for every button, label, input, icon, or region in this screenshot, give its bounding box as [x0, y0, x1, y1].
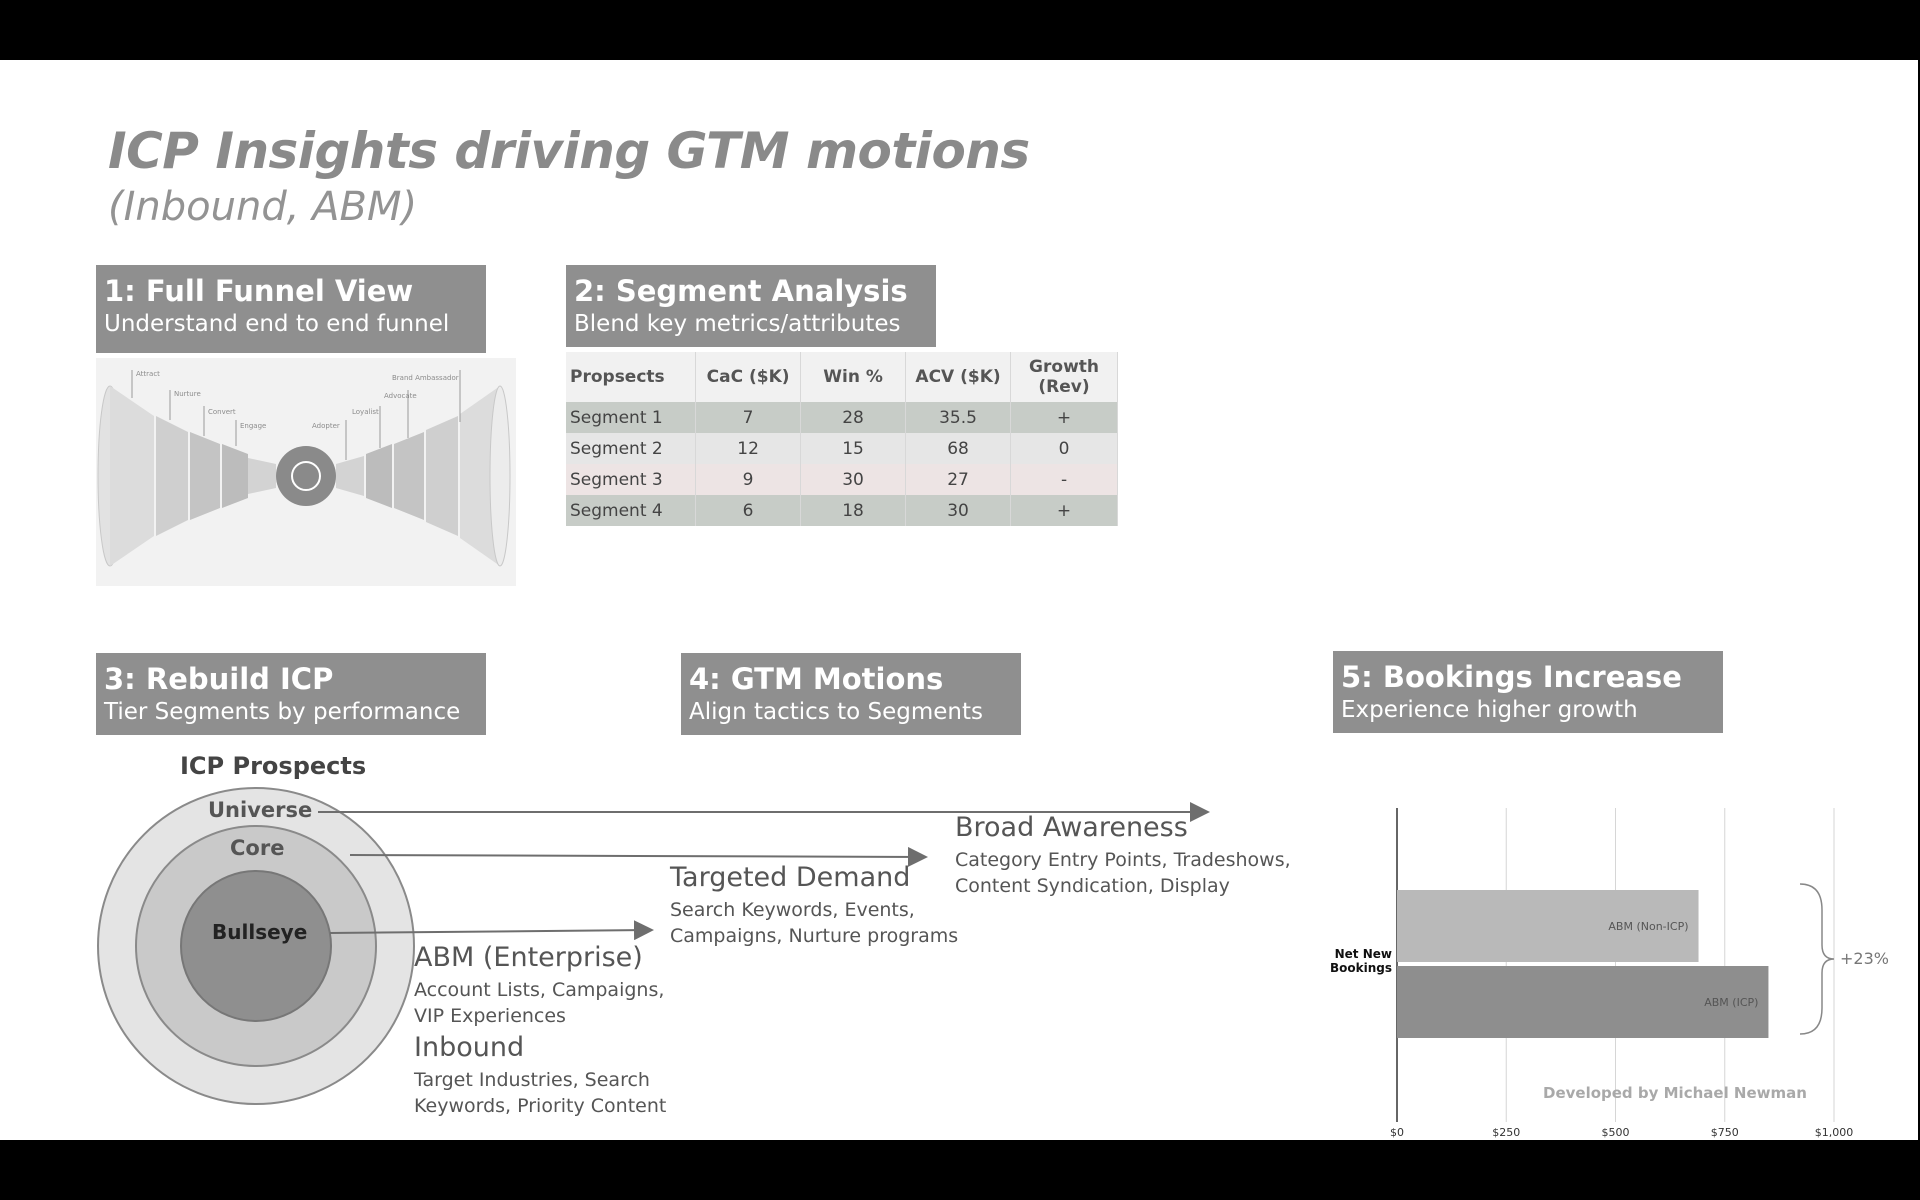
growth-annotation: +23%	[1840, 949, 1889, 968]
panel4-heading: 4: GTM Motions	[689, 662, 944, 696]
tactic-inbound-line1: Target Industries, Search	[414, 1069, 650, 1091]
cell: 68	[906, 433, 1011, 464]
col-win: Win %	[801, 352, 906, 402]
arrow-core	[350, 855, 926, 857]
cell: 12	[696, 433, 801, 464]
tactic-targeted-line1: Search Keywords, Events,	[670, 899, 915, 921]
ring-core: Core	[230, 836, 285, 860]
panel3-subheading: Tier Segments by performance	[104, 699, 461, 725]
cell: 35.5	[906, 402, 1011, 433]
x-tick-label: $500	[1601, 1126, 1630, 1139]
stage-attract: Attract	[136, 370, 160, 378]
panel1-heading: 1: Full Funnel View	[104, 274, 414, 308]
page-subtitle: (Inbound, ABM)	[108, 184, 418, 230]
category-label: Net New	[1334, 947, 1392, 961]
panel2-subheading: Blend key metrics/attributes	[574, 311, 901, 337]
panel2-heading: 2: Segment Analysis	[574, 274, 908, 308]
bar-label: ABM (ICP)	[1704, 996, 1759, 1009]
tactic-broad-line2: Content Syndication, Display	[955, 875, 1230, 897]
cell: +	[1011, 402, 1118, 433]
tactic-targeted-desc	[670, 897, 958, 949]
slide	[0, 60, 1918, 1140]
panel4-header	[681, 653, 1021, 735]
panel1-subheading: Understand end to end funnel	[104, 311, 450, 337]
cell: 28	[801, 402, 906, 433]
cell: 15	[801, 433, 906, 464]
arrow-bullseye	[330, 930, 652, 933]
tactic-inbound-title: Inbound	[414, 1032, 525, 1063]
cell: 27	[906, 464, 1011, 495]
stage-adopter: Adopter	[312, 422, 340, 430]
x-tick-label: $250	[1492, 1126, 1521, 1139]
bookings-chart	[1330, 740, 1918, 1140]
tactic-broad-title: Broad Awareness	[955, 812, 1188, 843]
category-label: Bookings	[1330, 961, 1392, 975]
cell: Segment 4	[566, 495, 696, 526]
tactic-abm-line1: Account Lists, Campaigns,	[414, 979, 665, 1001]
panel3-heading: 3: Rebuild ICP	[104, 662, 334, 696]
cell: 6	[696, 495, 801, 526]
cell: 30	[801, 464, 906, 495]
col-acv: ACV ($K)	[906, 352, 1011, 402]
tactic-targeted-line2: Campaigns, Nurture programs	[670, 925, 959, 947]
stage-loyalist: Loyalist	[352, 408, 379, 416]
cell: -	[1011, 464, 1118, 495]
col-growth: Growth (Rev)	[1011, 352, 1118, 402]
tactic-broad-desc	[955, 847, 1291, 899]
cell: Segment 3	[566, 464, 696, 495]
brace	[1800, 884, 1834, 1034]
tactic-abm-line2: VIP Experiences	[414, 1005, 566, 1027]
tactic-broad-line1: Category Entry Points, Tradeshows,	[955, 849, 1291, 871]
cell: 7	[696, 402, 801, 433]
page-title: ICP Insights driving GTM motions	[108, 122, 1030, 180]
tactic-targeted-title: Targeted Demand	[670, 862, 911, 893]
stage-nurture: Nurture	[174, 390, 201, 398]
icp-title: ICP Prospects	[180, 752, 367, 780]
panel5-heading: 5: Bookings Increase	[1341, 660, 1682, 694]
col-prospects: Propsects	[566, 352, 696, 402]
cell: 18	[801, 495, 906, 526]
x-tick-label: $750	[1710, 1126, 1739, 1139]
x-tick-label: $1,000	[1814, 1126, 1854, 1139]
credit: Developed by Michael Newman	[1543, 1084, 1807, 1102]
tactic-inbound-desc	[414, 1067, 666, 1119]
cell: Segment 2	[566, 433, 696, 464]
x-tick-label: $0	[1390, 1126, 1404, 1139]
stage-engage: Engage	[240, 422, 267, 430]
cell: 30	[906, 495, 1011, 526]
cell: Segment 1	[566, 402, 696, 433]
cell: 0	[1011, 433, 1118, 464]
bar-label: ABM (Non-ICP)	[1608, 920, 1689, 933]
ring-universe: Universe	[208, 798, 313, 822]
tactic-abm-desc	[414, 977, 664, 1029]
ring-bullseye: Bullseye	[212, 920, 308, 944]
cell: 9	[696, 464, 801, 495]
panel5-subheading: Experience higher growth	[1341, 697, 1638, 723]
panel5-header	[1333, 651, 1723, 733]
tactic-abm-title: ABM (Enterprise)	[414, 942, 643, 973]
tactic-inbound-line2: Keywords, Priority Content	[414, 1095, 667, 1117]
cell: +	[1011, 495, 1118, 526]
stage-brand-ambassador: Brand Ambassador	[392, 374, 459, 382]
stage-advocate: Advocate	[384, 392, 417, 400]
stage-convert: Convert	[208, 408, 236, 416]
col-cac: CaC ($K)	[696, 352, 801, 402]
bookings-chart-svg	[1330, 740, 1918, 1140]
panel4-subheading: Align tactics to Segments	[689, 699, 983, 725]
